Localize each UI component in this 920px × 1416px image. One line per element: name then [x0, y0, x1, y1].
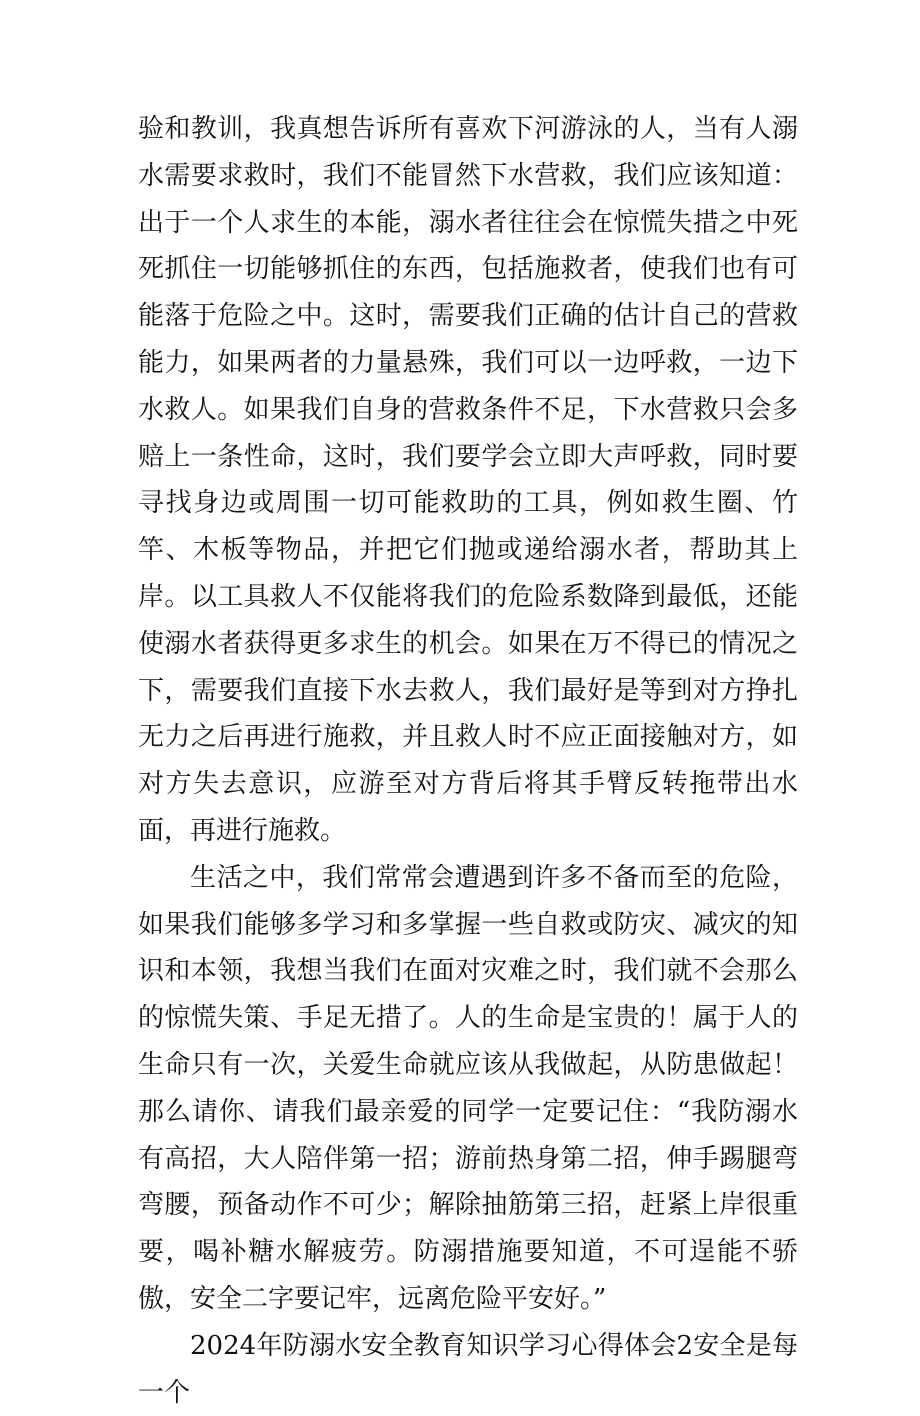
paragraph-rescue-advice: 验和教训，我真想告诉所有喜欢下河游泳的人，当有人溺水需要求救时，我们不能冒然下水营救，我们应该知道：出于一个人求生的本能，溺水者往往会在惊慌失措之中死死抓住一切能够抓住的东西，包括施救者，使我们也有可能落于危险之中。这时，需要我们正确的估计自己的营救能力，如果两者的力量悬殊，我们可以一边呼救，一边下水救人。如果我们自身的营救条件不足，下水营救只会多赔上一条性命，这时，我们要学会立即大声呼救，同时要寻找身边或周围一切可能救助的工具，例如救生圈、竹竿、木板等物品，并把它们抛或递给溺水者，帮助其上岸。以工具救人不仅能将我们的危险系数降到最低，还能使溺水者获得更多求生的机会。如果在万不得已的情况之下，需要我们直接下水去救人，我们最好是等到对方挣扎无力之后再进行施救，并且救人时不应正面接触对方，如对方失去意识，应游至对方背后将其手臂反转拖带出水面，再进行施救。 [138, 114, 798, 846]
body-text [138, 106, 798, 1416]
paragraph-section-heading: 2024年防溺水安全教育知识学习心得体会2安全是每一个 [138, 1330, 798, 1408]
paragraph-life-safety: 生活之中，我们常常会遭遇到许多不备而至的危险，如果我们能够多学习和多掌握一些自救或防灾、减灾的知识和本领，我想当我们在面对灾难之时，我们就不会那么的惊慌失策、手足无措了。人的生命是宝贵的！属于人的生命只有一次，关爱生命就应该从我做起，从防患做起！那么请你、请我们最亲爱的同学一定要记住：“我防溺水有高招，大人陪伴第一招；游前热身第二招，伸手踢腿弯弯腰，预备动作不可少；解除抽筋第三招，赶紧上岸很重要，喝补糖水解疲劳。防溺措施要知道，不可逞能不骄傲，安全二字要记牢，远离危险平安好。” [138, 862, 798, 1314]
